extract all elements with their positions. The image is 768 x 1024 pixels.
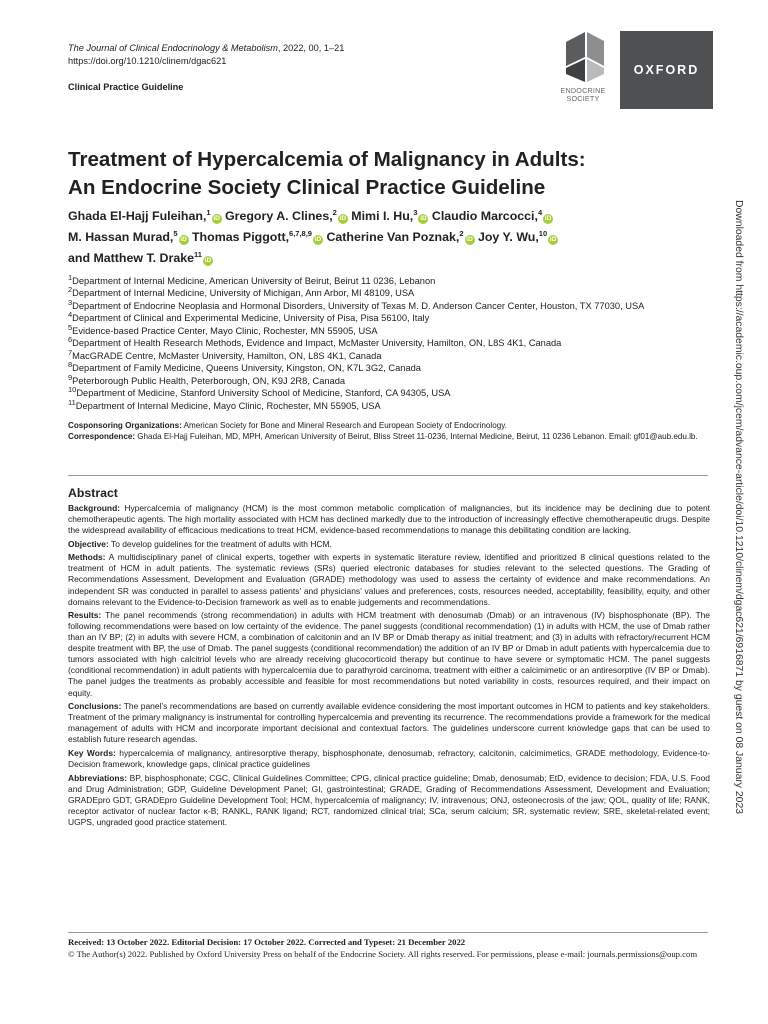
affiliation-item: $^7$MacGRADE Centre, McMaster University, Hamilton, ON, L8S 4K1, Canada — [68, 347, 382, 361]
orcid-icon[interactable]: iD — [466, 236, 473, 243]
abstract-methods: Methods: A multidisciplinary panel of clinical experts, together with experts in systematic literature review, identified and prioritized 8 clinical questions related to the treatment of HCM in adult patients. The systematic reviews (SRs) queried electronic databases for studies relevant to the selected questions. The Grading of Recommendations Assessment, Development and Evaluation (GRADE) methodology was used to assess the certainty of evidence and make recommendations. An independent SR was conducted in parallel to assess patients’ and physicians’ values and preferences, costs, resources needed, acceptability, feasibility, equity, and other domains relevant to the Evidence-to-Decision framework as well as to enable judgements and recommendations. — [68, 552, 710, 607]
affiliation-list — [68, 272, 728, 412]
copyright-notice: © The Author(s) 2022. Published by Oxford University Press on behalf of the Endocrine Society. All rights reserved. For permissions, please e-mail: journals.permissions@oup.com — [68, 948, 698, 959]
orcid-icon[interactable]: iD — [549, 236, 557, 243]
journal-header — [68, 42, 344, 68]
download-note: Downloaded from https://academic.oup.com/jcem/advance-article/doi/10.1210/clinem/dgac621/6916871 by guest on 08 January 2023 — [733, 200, 744, 815]
affiliation-item: $^6$Department of Health Research Methods, Evidence and Impact, McMaster University, Hamilton, ON, L8S 4K1, Canada — [68, 335, 562, 349]
author-hu[interactable]: Mimi I. Hu,$^3$iD — [351, 207, 427, 223]
affiliation-item: $^3$Department of Endocrine Neoplasia and Hormonal Disorders, University of Texas M. D. Anderson Cancer Center, Houston, TX 77030, USA — [68, 297, 645, 311]
affiliation-item: $^2$Department of Internal Medicine, University of Michigan, Ann Arbor, MI 48109, USA — [68, 285, 415, 299]
affiliation-item: $^4$Department of Clinical and Experimental Medicine, University of Pisa, Pisa 56100, Italy — [68, 310, 430, 324]
author-drake[interactable]: and Matthew T. Drake$^{11}$iD — [68, 249, 212, 265]
orcid-icon[interactable]: iD — [544, 215, 552, 222]
article-notes — [68, 420, 718, 442]
abstract-objective: Objective: To develop guidelines for the treatment of adults with HCM. — [68, 538, 332, 549]
endocrine-society-wordmark: ENDOCRINE SOCIETY — [560, 86, 606, 103]
author-wu[interactable]: Joy Y. Wu,$^{10}$iD — [477, 228, 557, 244]
author-clines[interactable]: Gregory A. Clines,$^2$iD — [225, 207, 347, 223]
article-footer — [68, 937, 712, 960]
abstract-body — [68, 503, 710, 830]
abstract-conclusions: Conclusions: The panel’s recommendations are based on currently available evidence considering the most important outcomes in HCM to patients and key stakeholders. Treatment of the primary malignancy is instrumental for controlling hypercalcemia and preventing its recurrence. The recommendations provide a framework for the medical management of adults with HCM and incorporate important decisional and contextual factors. The guidelines underscore current knowledge gaps that can be used to establish future research agendas. — [68, 701, 710, 745]
section-divider — [68, 475, 708, 476]
affiliation-item: $^9$Peterborough Public Health, Peterborough, ON, K9J 2R8, Canada — [68, 372, 346, 386]
section-label: Clinical Practice Guideline — [68, 82, 184, 92]
orcid-icon[interactable]: iD — [314, 236, 322, 243]
endocrine-society-mark-icon — [562, 30, 608, 84]
author-fuleihan[interactable]: Ghada El-Hajj Fuleihan,$^1$iD — [68, 207, 220, 223]
journal-name: The Journal of Clinical Endocrinology & Metabolism — [68, 43, 278, 53]
title-line-2: An Endocrine Society Clinical Practice Guideline — [68, 176, 546, 199]
affiliation-item: $^{10}$Department of Medicine, Stanford University School of Medicine, Stanford, CA 94305, USA — [68, 384, 451, 399]
author-piggott[interactable]: Thomas Piggott,$^{6,7,8,9}$iD — [191, 228, 322, 244]
orcid-icon[interactable]: iD — [204, 257, 212, 264]
footer-divider — [68, 932, 708, 933]
keywords: Key Words: hypercalcemia of malignancy, antiresorptive therapy, bisphosphonate, denosumab, refractory, calcitonin, calcimimetics, GRADE methodology, Evidence-to-Decision framework, knowledge gaps, clinical practice guidelines — [68, 747, 710, 769]
author-list — [68, 206, 668, 269]
orcid-icon[interactable]: iD — [420, 215, 427, 222]
author-marcocci[interactable]: Claudio Marcocci,$^4$iD — [431, 207, 552, 223]
abstract-heading: Abstract — [68, 486, 118, 500]
affiliation-item: $^5$Evidence-based Practice Center, Mayo Clinic, Rochester, MN 55905, USA — [68, 322, 378, 336]
affiliation-item: $^1$Department of Internal Medicine, American University of Beirut, Beirut 11 0236, Lebanon — [68, 272, 436, 286]
abstract-background: Background: Hypercalcemia of malignancy (HCM) is the most common metabolic complication of malignancies, but its incidence may be declining due to potent chemotherapeutic agents. The high mortality associated with HCM has declined markedly due to the introduction of increasingly effective chemotherapeutic drugs. Despite the widespread availability of efficacious medications to treat HCM, evidence-based recommendations to manage this debilitating condition are lacking. — [68, 503, 710, 536]
doi-link[interactable]: https://doi.org/10.1210/clinem/dgac621 — [68, 56, 227, 66]
article-title — [68, 146, 678, 202]
author-murad[interactable]: M. Hassan Murad,$^5$iD — [68, 228, 187, 244]
author-van-poznak[interactable]: Catherine Van Poznak,$^2$iD — [326, 228, 473, 244]
affiliation-item: $^{11}$Department of Internal Medicine, Mayo Clinic, Rochester, MN 55905, USA — [68, 397, 381, 411]
journal-issue: , 2022, 00, 1–21 — [277, 43, 345, 53]
article-dates: Received: 13 October 2022. Editorial Decision: 17 October 2022. Corrected and Typeset: 21 December 2022 — [68, 937, 466, 947]
abbreviations: Abbreviations: BP, bisphosphonate; CGC, Clinical Guidelines Committee; CPG, clinical practice guideline; Dmab, denosumab; EtD, evidence to decision; FDA, U.S. Food and Drug Administration; GDP, Guideline Development Panel; GI, gastrointestinal; GRADE, Grading of Recommendations Assessment, Development and Evaluation; GRADEpro GDT, GRADEpro Guideline Development Tool; HCM, hypercalcemia of malignancy; IV, intravenous; ONJ, osteonecrosis of the jaw; QOL, quality of life; RANK, receptor activator of nuclear factor κ-B; RANKL, RANK ligand; RCT, randomized clinical trial; SCa, serum calcium; SR, systematic review; SRE, skeletal-related event; UGPS, ungraded good practice statement. — [68, 772, 710, 827]
oxford-logo: OXFORD — [620, 31, 713, 109]
title-line-1: Treatment of Hypercalcemia of Malignancy in Adults: — [68, 148, 586, 171]
orcid-icon[interactable]: iD — [213, 215, 220, 222]
endocrine-society-logo — [552, 30, 614, 112]
correspondence: Correspondence: Ghada El-Hajj Fuleihan, MD, MPH, American University of Beirut, Bliss Street 11-0236, Internal Medicine, Beirut, 11 0236 Lebanon. Email: gf01@aub.edu.lb. — [68, 432, 698, 442]
download-sidebar — [730, 200, 750, 830]
affiliation-item: $^8$Department of Family Medicine, Queens University, Kingston, ON, K7L 3G2, Canada — [68, 360, 421, 374]
abstract-results: Results: The panel recommends (strong recommendation) in adults with HCM treatment with denosumab (Dmab) or an intravenous (IV) bisphosphonate (BP). The following recommendations were based on low certainty of the evidence. The panel suggests (conditional recommendation) (1) in adults with HCM, the use of Dmab rather than an IV BP; (2) in adults with severe HCM, a combination of calcitonin and an IV BP or Dmab therapy as initial treatment; and (3) in adults with refractory/recurrent HCM despite treatment with BP, the use of Dmab. The panel suggests (conditional recommendation) the addition of an IV BP or Dmab in adult patients with hypercalcemia due to tumors associated with high calcitriol levels who are already receiving glucocorticoid therapy but continue to have severe or symptomatic HCM. The panel suggests (conditional recommendation) in adult patients with hypercalcemia due to parathyroid carcinoma, treatment with either a calcimimetic or an antiresorptive (IV BP or Dmab). The panel judges the treatments as probably accessible and feasible for most recommendations but noted variability in costs, resources required, and their impact on equity. — [68, 610, 710, 698]
orcid-icon[interactable]: iD — [180, 236, 187, 243]
orcid-icon[interactable]: iD — [339, 215, 347, 222]
cosponsoring-organizations: Cosponsoring Organizations: American Society for Bone and Mineral Research and European Society of Endocrinology. — [68, 421, 507, 430]
